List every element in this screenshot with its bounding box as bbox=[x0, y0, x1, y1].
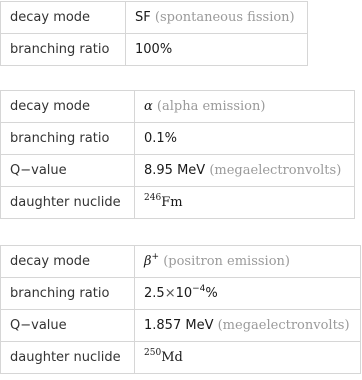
power-base: 10 bbox=[175, 285, 193, 301]
branching-ratio-label: branching ratio bbox=[1, 34, 126, 66]
mass-number: 250 bbox=[144, 347, 162, 358]
decay-table-sf bbox=[0, 1, 308, 66]
table-row bbox=[1, 123, 355, 155]
q-value-note: (megaelectronvolts) bbox=[209, 162, 342, 178]
q-value-note: (megaelectronvolts) bbox=[217, 317, 350, 333]
beta-charge: + bbox=[151, 251, 160, 262]
q-value-label: Q−value bbox=[1, 155, 135, 187]
table-row bbox=[1, 34, 308, 66]
decay-mode-note: (positron emission) bbox=[163, 253, 290, 269]
decay-mode-value bbox=[135, 91, 355, 123]
decay-table-positron bbox=[0, 245, 361, 374]
decay-mode-label: decay mode bbox=[1, 91, 135, 123]
table-row bbox=[1, 2, 308, 34]
decay-mode-label: decay mode bbox=[1, 2, 126, 34]
decay-mode-symbol: SF bbox=[135, 9, 151, 25]
q-value-unit: MeV bbox=[177, 162, 206, 178]
decay-mode-value bbox=[126, 2, 308, 34]
table-row bbox=[1, 91, 355, 123]
mass-number: 246 bbox=[144, 192, 162, 203]
branching-ratio-value: 0.1% bbox=[135, 123, 355, 155]
element-symbol: Md bbox=[161, 349, 183, 365]
table-row bbox=[1, 278, 361, 310]
table-row bbox=[1, 342, 361, 374]
beta-symbol: β bbox=[144, 253, 152, 269]
q-value-value bbox=[135, 155, 355, 187]
branching-ratio-value: 100% bbox=[126, 34, 308, 66]
q-value-number: 1.857 bbox=[144, 317, 182, 333]
daughter-nuclide-value bbox=[135, 342, 361, 374]
decay-table-alpha bbox=[0, 90, 355, 219]
daughter-nuclide-value bbox=[135, 187, 355, 219]
element-symbol: Fm bbox=[161, 194, 183, 210]
decay-mode-label: decay mode bbox=[1, 246, 135, 278]
daughter-nuclide-label: daughter nuclide bbox=[1, 187, 135, 219]
branching-ratio-label: branching ratio bbox=[1, 123, 135, 155]
table-row bbox=[1, 155, 355, 187]
table-row bbox=[1, 187, 355, 219]
power-exponent: −4 bbox=[192, 283, 206, 294]
times-sign: × bbox=[164, 285, 176, 301]
q-value-value bbox=[135, 310, 361, 342]
q-value-label: Q−value bbox=[1, 310, 135, 342]
decay-mode-value bbox=[135, 246, 361, 278]
q-value-unit: MeV bbox=[185, 317, 214, 333]
daughter-nuclide-label: daughter nuclide bbox=[1, 342, 135, 374]
branching-ratio-value bbox=[135, 278, 361, 310]
alpha-symbol: α bbox=[144, 98, 153, 114]
table-row bbox=[1, 246, 361, 278]
percent-suffix: % bbox=[205, 285, 218, 301]
mantissa: 2.5 bbox=[144, 285, 165, 301]
decay-mode-note: (spontaneous fission) bbox=[154, 9, 295, 25]
decay-mode-note: (alpha emission) bbox=[156, 98, 266, 114]
q-value-number: 8.95 bbox=[144, 162, 173, 178]
table-row bbox=[1, 310, 361, 342]
branching-ratio-label: branching ratio bbox=[1, 278, 135, 310]
